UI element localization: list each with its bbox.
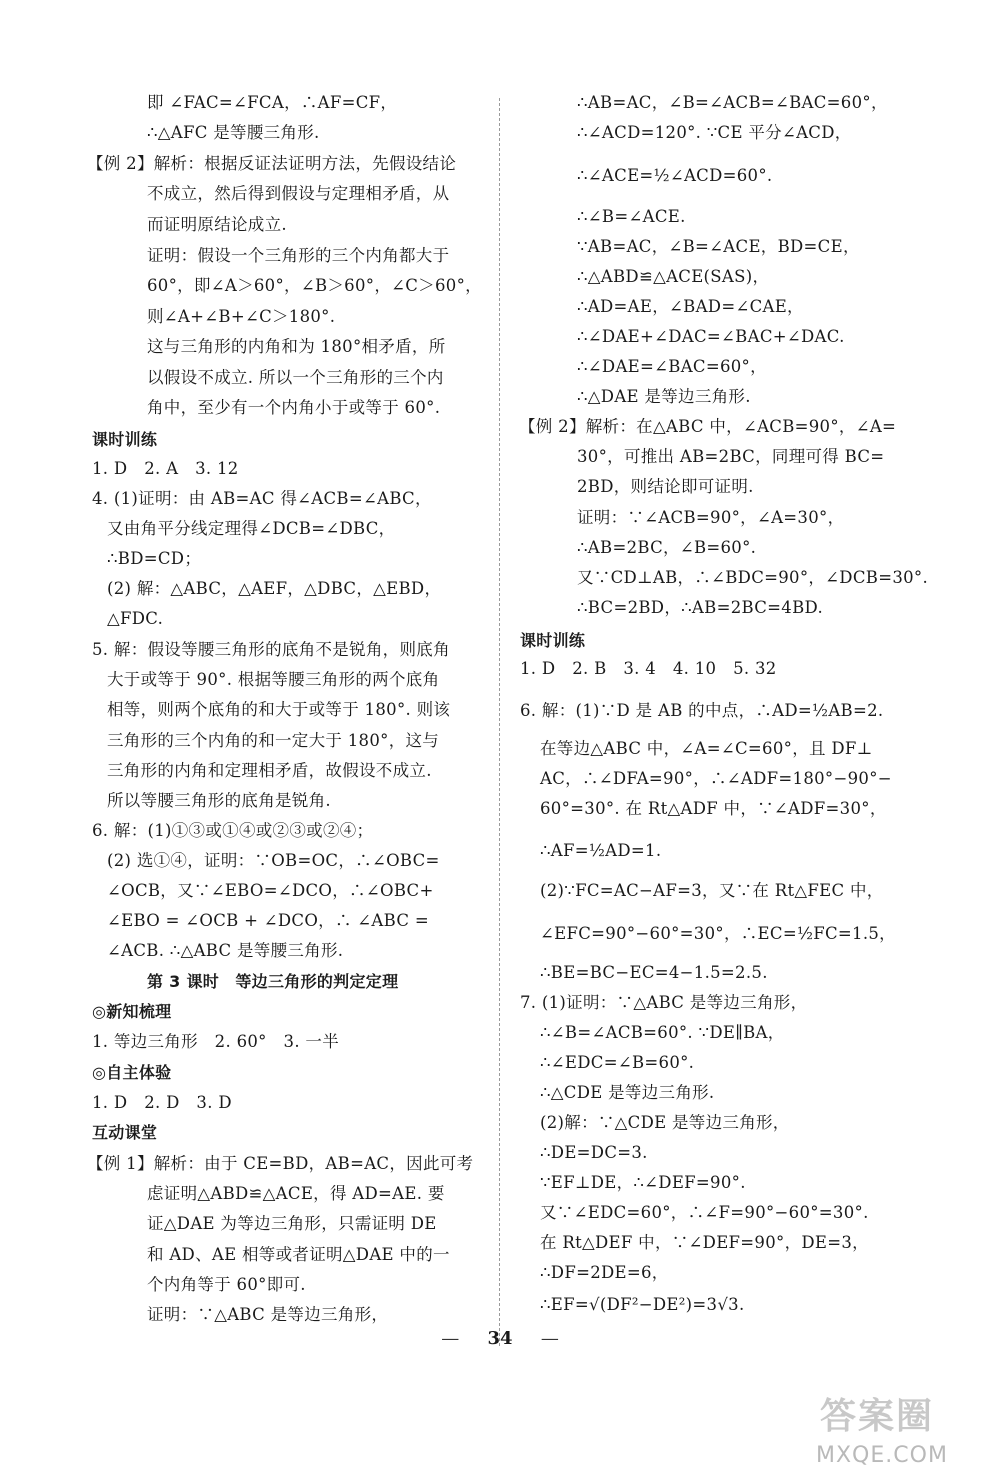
left-text-line: ∠EBO = ∠OCB + ∠DCO，∴ ∠ABC =	[107, 911, 429, 930]
watermark-logo	[816, 1388, 986, 1468]
right-text-line: 1. D 2. B 3. 4 4. 10 5. 32	[520, 659, 777, 678]
right-text-line: ∴△CDE 是等边三角形.	[540, 1083, 715, 1102]
right-text-line: 课时训练	[520, 631, 586, 650]
page-footer	[0, 1328, 1000, 1349]
right-text-line: ∴EF=√(DF²−DE²)=3√3.	[540, 1295, 745, 1314]
right-text-line: ∴∠ACE=½∠ACD=60°.	[577, 166, 773, 185]
left-text-line: 虑证明△ABD≌△ACE，得 AD=AE. 要	[147, 1184, 445, 1203]
right-text-line: 7. (1)证明：∵△ABC 是等边三角形，	[520, 993, 808, 1012]
right-text-line: ∵AB=AC，∠B=∠ACE，BD=CE，	[577, 237, 860, 256]
left-text-line: 1. 等边三角形 2. 60° 3. 一半	[92, 1032, 340, 1051]
left-text-line: 相等，则两个底角的和大于或等于 180°. 则该	[107, 700, 451, 719]
left-text-line: 即 ∠FAC=∠FCA，∴AF=CF，	[147, 93, 398, 112]
right-text-line: 2BD，则结论即可证明.	[577, 477, 754, 496]
right-text-line: ∴AD=AE，∠BAD=∠CAE，	[577, 297, 804, 316]
left-text-line: ∴△AFC 是等腰三角形.	[147, 123, 320, 142]
left-text-line: 【例 2】解析：根据反证法证明方法，先假设结论	[87, 154, 457, 173]
right-text-line: ∴△ABD≌△ACE(SAS)，	[577, 267, 770, 286]
left-text-line: 证明：∵△ABC 是等边三角形，	[147, 1305, 389, 1324]
right-text-line: ∴DF=2DE=6，	[540, 1263, 669, 1282]
right-text-line: ∴∠DAE=∠BAC=60°，	[577, 357, 767, 376]
right-text-line: (2)∵FC=AC−AF=3，又∵在 Rt△FEC 中，	[540, 881, 884, 900]
right-text-line: 在 Rt△DEF 中，∵∠DEF=90°，DE=3，	[540, 1233, 869, 1252]
right-text-line: 又∵∠EDC=60°，∴∠F=90°−60°=30°.	[540, 1203, 869, 1222]
left-text-line: 课时训练	[92, 430, 158, 449]
left-text-line: 以假设不成立. 所以一个三角形的三个内	[147, 368, 444, 387]
right-text-line: ∴AB=AC，∠B=∠ACB=∠BAC=60°，	[577, 93, 888, 112]
left-text-line: (2) 选①④，证明：∵OB=OC，∴∠OBC=	[107, 851, 440, 870]
right-text-line: ∵EF⊥DE，∴∠DEF=90°.	[540, 1173, 746, 1192]
left-text-line: 所以等腰三角形的底角是锐角.	[107, 791, 331, 810]
left-text-line: 则∠A+∠B+∠C＞180°.	[147, 307, 336, 326]
left-text-line: ◎自主体验	[92, 1063, 172, 1082]
left-text-line: 又由角平分线定理得∠DCB=∠DBC，	[107, 519, 396, 538]
left-text-line: (2) 解：△ABC，△AEF，△DBC，△EBD，	[107, 579, 442, 598]
left-text-line: 角中，至少有一个内角小于或等于 60°.	[147, 398, 441, 417]
right-text-line: ∴AF=½AD=1.	[540, 841, 662, 860]
left-text-line: ◎新知梳理	[92, 1002, 172, 1021]
right-text-line: ∴BE=BC−EC=4−1.5=2.5.	[540, 963, 768, 982]
left-text-line: ∠ACB. ∴△ABC 是等腰三角形.	[107, 941, 344, 960]
right-text-line: ∴∠EDC=∠B=60°.	[540, 1053, 695, 1072]
right-text-line: ∴AB=2BC，∠B=60°.	[577, 538, 757, 557]
right-text-line: 【例 2】解析：在△ABC 中，∠ACB=90°，∠A=	[519, 417, 897, 436]
left-text-line: 证明：假设一个三角形的三个内角都大于	[147, 246, 450, 265]
left-text-line: 个内角等于 60°即可.	[147, 1275, 306, 1294]
left-text-line: 4. (1)证明：由 AB=AC 得∠ACB=∠ABC，	[92, 489, 432, 508]
left-text-line: 1. D 2. D 3. D	[92, 1093, 232, 1112]
left-text-line: 和 AD、AE 相等或者证明△DAE 中的一	[147, 1245, 450, 1264]
right-text-line: ∴∠B=∠ACB=60°. ∵DE∥BA，	[540, 1023, 785, 1042]
column-divider	[499, 98, 500, 1346]
right-text-line: ∴△DAE 是等边三角形.	[577, 387, 751, 406]
left-text-line: 【例 1】解析：由于 CE=BD，AB=AC，因此可考	[87, 1154, 474, 1173]
left-text-line: △FDC.	[107, 609, 164, 628]
right-text-line: 在等边△ABC 中，∠A=∠C=60°，且 DF⊥	[540, 739, 873, 758]
footer-dash-right: —	[540, 1328, 559, 1349]
left-text-line: 三角形的三个内角的和一定大于 180°，这与	[107, 731, 440, 750]
right-text-line: 60°=30°. 在 Rt△ADF 中，∵∠ADF=30°，	[540, 799, 887, 818]
left-text-line: 而证明原结论成立.	[147, 215, 287, 234]
left-text-line: 1. D 2. A 3. 12	[92, 459, 239, 478]
right-text-line: 30°，可推出 AB=2BC，同理可得 BC=	[577, 447, 885, 466]
watermark-text: MXQE.COM	[816, 1443, 948, 1468]
left-text-line: 证△DAE 为等边三角形，只需证明 DE	[147, 1214, 437, 1233]
left-text-line: 第 3 课时 等边三角形的判定定理	[147, 972, 399, 991]
left-text-line: 不成立，然后得到假设与定理相矛盾，从	[147, 184, 450, 203]
left-text-line: ∠OCB，又∵∠EBO=∠DCO，∴∠OBC+	[107, 881, 434, 900]
right-text-line: ∴BC=2BD，∴AB=2BC=4BD.	[577, 598, 823, 617]
watermark-glyphs: 答案圈	[820, 1396, 935, 1437]
left-text-line: 60°，即∠A＞60°，∠B＞60°，∠C＞60°，	[147, 276, 482, 295]
left-text-line: 这与三角形的内角和为 180°相矛盾，所	[147, 337, 446, 356]
right-text-line: ∴∠ACD=120°. ∵CE 平分∠ACD，	[577, 123, 852, 142]
right-text-line: ∴DE=DC=3.	[540, 1143, 648, 1162]
left-text-line: 5. 解：假设等腰三角形的底角不是锐角，则底角	[92, 640, 450, 659]
footer-dash-left: —	[441, 1328, 460, 1349]
right-text-line: (2)解：∵△CDE 是等边三角形，	[540, 1113, 790, 1132]
right-text-line: ∠EFC=90°−60°=30°，∴EC=½FC=1.5，	[540, 924, 896, 943]
right-text-line: AC，∴∠DFA=90°，∴∠ADF=180°−90°−	[540, 769, 892, 788]
page-number: 34	[487, 1328, 513, 1349]
right-text-line: ∴∠DAE+∠DAC=∠BAC+∠DAC.	[577, 327, 845, 346]
left-text-line: 三角形的内角和定理相矛盾，故假设不成立.	[107, 761, 432, 780]
right-text-line: ∴∠B=∠ACE.	[577, 207, 686, 226]
left-text-line: 互动课堂	[92, 1123, 158, 1142]
left-text-line: ∴BD=CD；	[107, 549, 202, 568]
right-text-line: 证明：∵∠ACB=90°，∠A=30°，	[577, 508, 845, 527]
left-text-line: 大于或等于 90°. 根据等腰三角形的两个底角	[107, 670, 440, 689]
right-text-line: 又∵CD⊥AB，∴∠BDC=90°，∠DCB=30°.	[577, 568, 929, 587]
left-text-line: 6. 解：(1)①③或①④或②③或②④；	[92, 821, 374, 840]
right-text-line: 6. 解：(1)∵D 是 AB 的中点，∴AD=½AB=2.	[520, 701, 884, 720]
